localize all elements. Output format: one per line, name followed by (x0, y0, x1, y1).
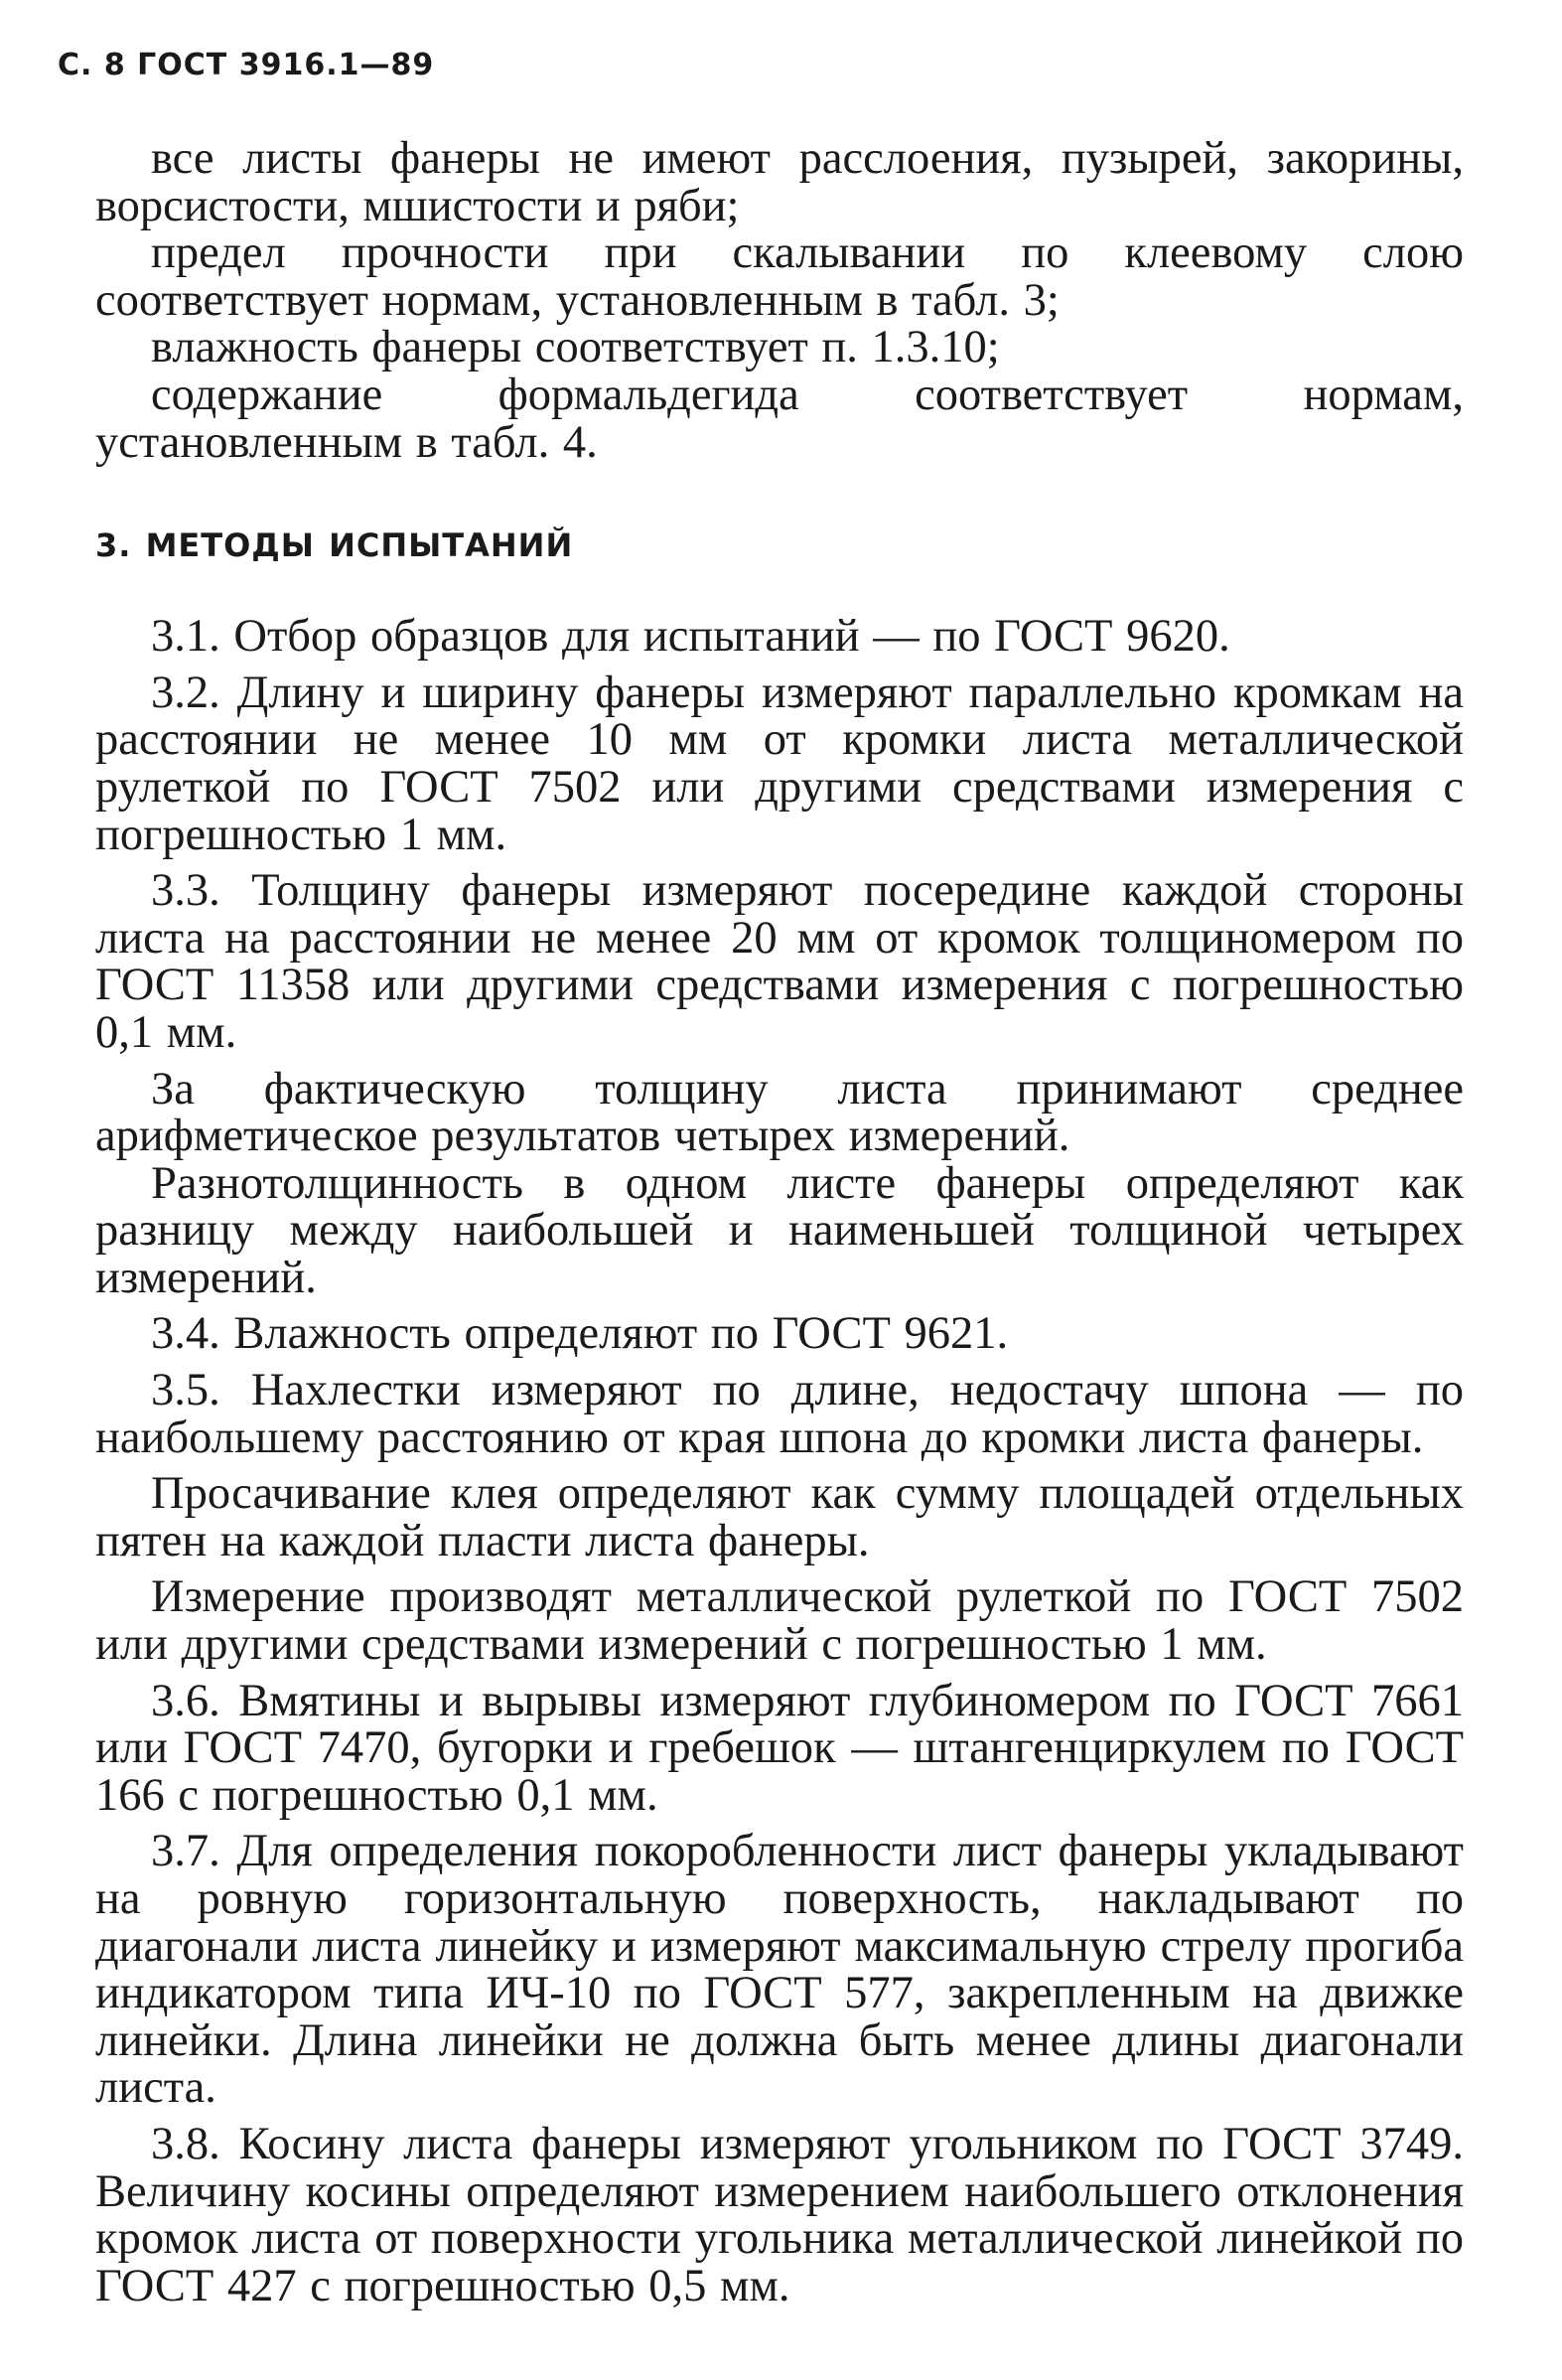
paragraph: За фактическую толщину листа принимают среднее арифметическое результатов четырех измерений. (95, 1063, 1464, 1162)
paragraph-3-2: 3.2. Длину и ширину фанеры измеряют параллельно кромкам на расстоянии не менее 10 мм от кромки листа металлической рулеткой по ГОСТ 7502 или другими средствами измерения с погрешностью 1 мм. (95, 667, 1464, 860)
list-item: предел прочности при скалывании по клеевому слою соответствует нормам, установленным в табл. 3; (95, 227, 1464, 326)
paragraph: Разнотолщинность в одном листе фанеры определяют как разницу между наибольшей и наименьшей толщиной четырех измерений. (95, 1157, 1464, 1303)
page-header: С. 8 ГОСТ 3916.1—89 (58, 48, 435, 82)
paragraph-3-6: 3.6. Вмятины и вырывы измеряют глубиномером по ГОСТ 7661 или ГОСТ 7470, бугорки и гребешок — штангенциркулем по ГОСТ 166 с погрешностью 0,1 мм. (95, 1675, 1464, 1821)
paragraph-3-8: 3.8. Косину листа фанеры измеряют угольником по ГОСТ 3749. Величину косины определяют измерением наибольшего отклонения кромок листа от поверхности угольника металлической линейкой по ГОСТ 427 с погрешностью 0,5 мм. (95, 2118, 1464, 2311)
paragraph-3-5: 3.5. Нахлестки измеряют по длине, недостачу шпона — по наибольшему расстоянию от края шпона до кромки листа фанеры. (95, 1365, 1464, 1463)
paragraph-3-3: 3.3. Толщину фанеры измеряют посередине каждой стороны листа на расстоянии не менее 20 мм от кромок толщиномером по ГОСТ 11358 или другими средствами измерения с погрешностью 0,1 мм. (95, 865, 1464, 1058)
document-body (95, 135, 1464, 2309)
list-item: влажность фанеры соответствует п. 1.3.10; (151, 322, 1000, 373)
section-heading: 3. МЕТОДЫ ИСПЫТАНИЙ (95, 526, 574, 565)
paragraph: Измерение производят металлической рулеткой по ГОСТ 7502 или другими средствами измерений с погрешностью 1 мм. (95, 1571, 1464, 1671)
paragraph-3-7: 3.7. Для определения покоробленности лист фанеры укладывают на ровную горизонтальную поверхность, накладывают по диагонали листа линейку и измеряют максимальную стрелу прогиба индикатором типа ИЧ-10 по ГОСТ 577, закрепленным на движке линейки. Длина линейки не должна быть менее длины диагонали листа. (95, 1826, 1464, 2114)
paragraph-3-1: 3.1. Отбор образцов для испытаний — по ГОСТ 9620. (151, 611, 1230, 663)
list-item: содержание формальдегида соответствует нормам, установленным в табл. 4. (95, 369, 1464, 468)
paragraph: Просачивание клея определяют как сумму площадей отдельных пятен на каждой пласти листа фанеры. (95, 1468, 1464, 1566)
paragraph-3-4: 3.4. Влажность определяют по ГОСТ 9621. (151, 1308, 1009, 1360)
list-item: все листы фанеры не имеют расслоения, пузырей, закорины, ворсистости, мшистости и ряби; (95, 133, 1464, 231)
